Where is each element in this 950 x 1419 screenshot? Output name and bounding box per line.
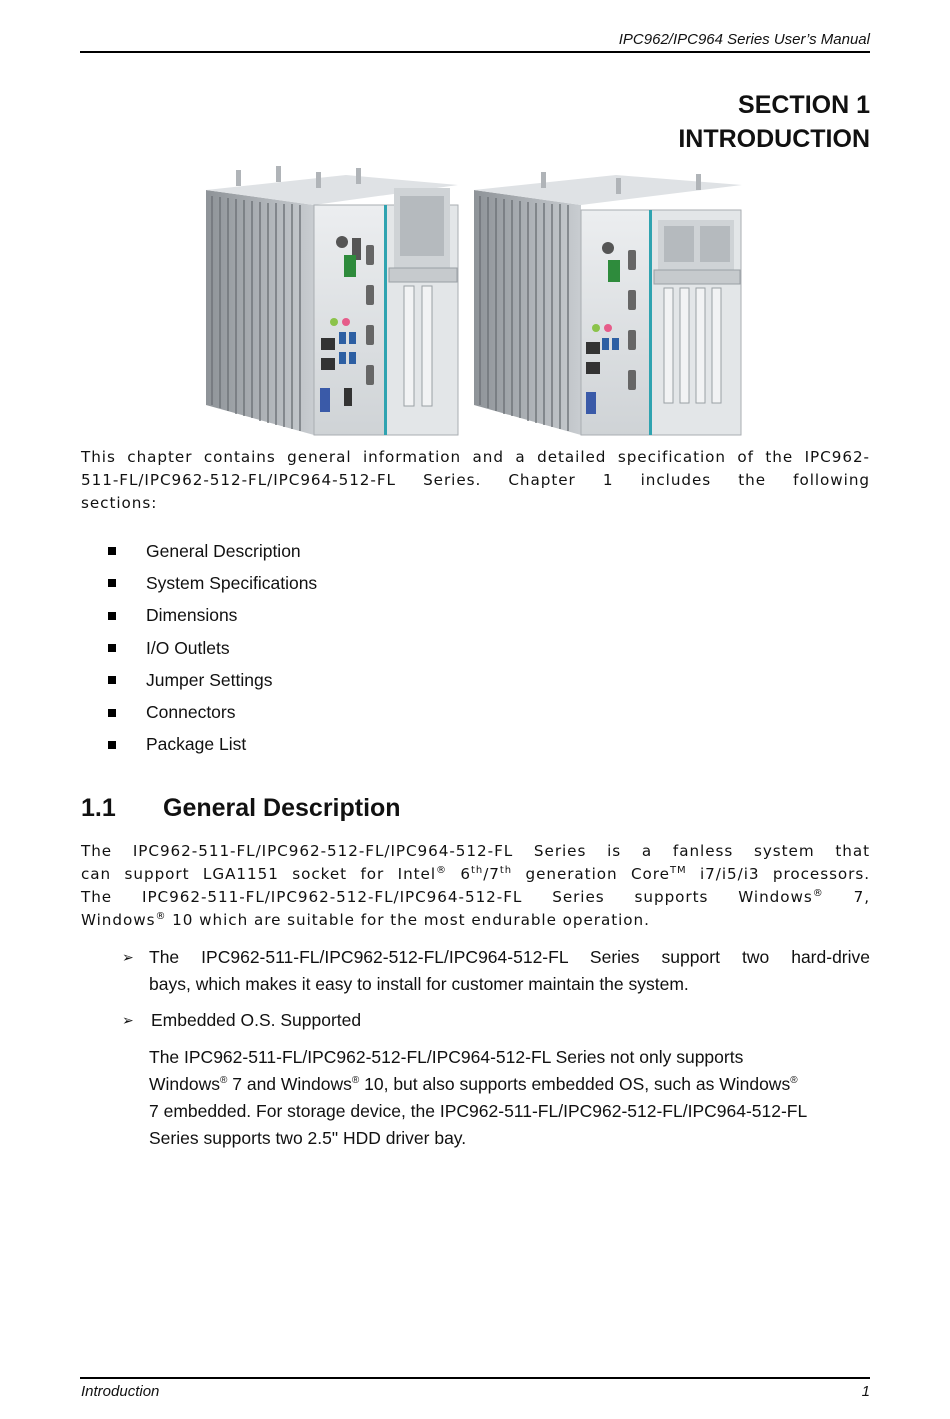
subsection-heading: [81, 794, 401, 823]
footer-rule: [80, 1377, 870, 1379]
list-item-label: Dimensions: [146, 605, 238, 626]
registered-mark: ®: [155, 910, 167, 922]
intro-line: 511-FL/IPC962-512-FL/IPC964-512-FL Series. Chapter 1 includes the following: [81, 471, 870, 489]
list-item: [108, 600, 317, 632]
text-run: 7,: [823, 888, 870, 906]
square-bullet-icon: [108, 709, 116, 717]
list-item-label: Package List: [146, 734, 247, 755]
text-run: 10 which are suitable for the most endurable operation.: [166, 911, 650, 929]
text-run: 10, but also supports embedded OS, such as Windows: [359, 1074, 791, 1094]
list-item-label: Connectors: [146, 702, 236, 723]
list-item-label: System Specifications: [146, 572, 318, 593]
list-item: [108, 664, 317, 696]
embedded-line: 7 embedded. For storage device, the IPC962-511-FL/IPC962-512-FL/IPC964-512-FL: [149, 1101, 808, 1121]
list-item: [108, 696, 317, 728]
embedded-os-paragraph: [149, 1044, 870, 1152]
registered-mark: ®: [812, 887, 824, 899]
square-bullet-icon: [108, 547, 116, 555]
list-item: [108, 729, 317, 761]
list-item: [108, 535, 317, 567]
intro-line: This chapter contains general information and a detailed specification of the IPC962-: [81, 448, 870, 466]
text-run: 6: [446, 865, 472, 883]
text-run: Windows: [81, 911, 156, 929]
list-item-label: General Description: [146, 540, 301, 561]
arrow-bullet-icon: ➢: [122, 949, 134, 965]
running-header: IPC962/IPC964 Series User’s Manual: [618, 31, 870, 48]
text-run: i7/i5/i3 processors.: [686, 865, 871, 883]
text-run: can support LGA1151 socket for Intel: [81, 865, 437, 883]
embedded-line: Series supports two 2.5" HDD driver bay.: [149, 1128, 467, 1148]
ordinal-suffix: th: [471, 864, 484, 876]
subsection-number: 1.1: [81, 794, 116, 822]
feature-line: The IPC962-511-FL/IPC962-512-FL/IPC964-512-FL Series support two hard-drive: [149, 947, 870, 967]
header-rule: [80, 51, 870, 53]
description-line: [81, 909, 870, 932]
text-run: Windows: [149, 1074, 220, 1094]
trademark-mark: TM: [669, 864, 687, 876]
square-bullet-icon: [108, 741, 116, 749]
ordinal-suffix: th: [499, 864, 513, 876]
product-photo: [196, 160, 746, 440]
arrow-bullet-icon: ➢: [122, 1012, 134, 1028]
embedded-line: The IPC962-511-FL/IPC962-512-FL/IPC964-512-FL Series not only supports: [149, 1047, 744, 1067]
description-line: The IPC962-511-FL/IPC962-512-FL/IPC964-512-FL Series is a fanless system that: [81, 842, 870, 860]
feature-line: bays, which makes it easy to install for customer maintain the system.: [149, 974, 689, 994]
ipc962-unit: [206, 166, 458, 435]
description-line: [81, 886, 870, 909]
feature-line: Embedded O.S. Supported: [151, 1010, 362, 1030]
ipc964-unit: [474, 172, 742, 435]
square-bullet-icon: [108, 579, 116, 587]
section-title: [678, 88, 870, 156]
intro-line: sections:: [81, 494, 158, 512]
description-paragraph: [81, 840, 870, 932]
square-bullet-icon: [108, 612, 116, 620]
registered-mark: ®: [436, 864, 447, 876]
text-run: The IPC962-511-FL/IPC962-512-FL/IPC964-512-FL Series supports Windows: [81, 888, 813, 906]
list-item: [108, 567, 317, 599]
section-name: INTRODUCTION: [678, 125, 870, 153]
text-run: /7: [483, 865, 500, 883]
square-bullet-icon: [108, 676, 116, 684]
feature-item: [122, 944, 870, 998]
intro-paragraph: [81, 446, 870, 515]
text-run: generation Core: [512, 865, 670, 883]
subsection-title: General Description: [163, 794, 401, 822]
list-item-label: Jumper Settings: [146, 669, 273, 690]
text-run: 7 and Windows: [227, 1074, 352, 1094]
square-bullet-icon: [108, 644, 116, 652]
list-item: [108, 632, 317, 664]
page-number: 1: [861, 1383, 870, 1400]
registered-mark: ®: [351, 1075, 360, 1087]
description-line: [81, 863, 870, 886]
registered-mark: ®: [220, 1075, 228, 1087]
section-number: SECTION 1: [738, 91, 870, 119]
footer-chapter: Introduction: [81, 1383, 160, 1400]
list-item-label: I/O Outlets: [146, 637, 230, 658]
embedded-line: [149, 1071, 870, 1098]
feature-item: [122, 1007, 870, 1034]
registered-mark: ®: [790, 1075, 798, 1087]
sections-list: [108, 535, 317, 761]
